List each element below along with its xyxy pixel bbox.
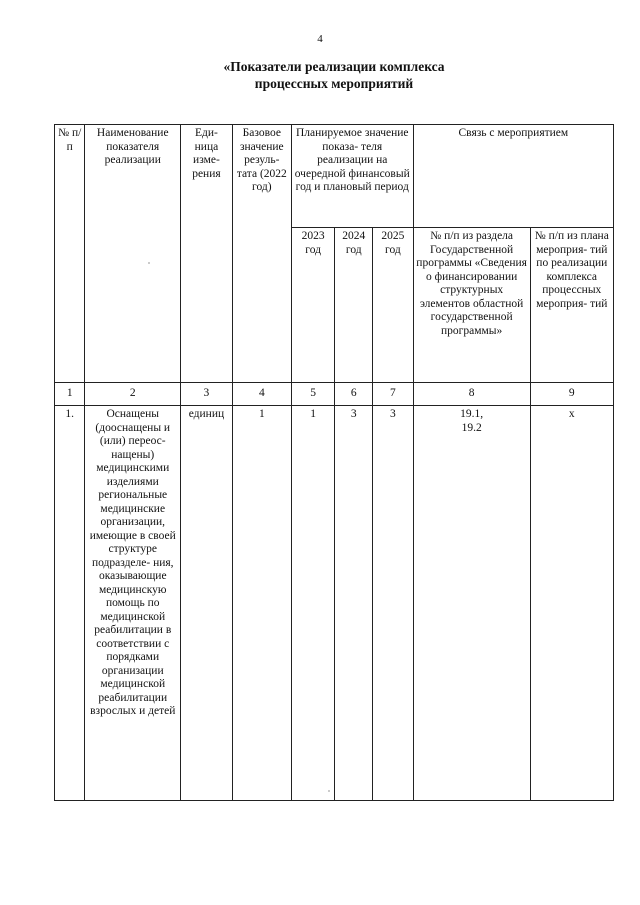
plan-ref: х	[530, 406, 613, 801]
row-number: 1.	[55, 406, 85, 801]
state-program-ref-line: 19.2	[461, 421, 482, 434]
title-line-1: «Показатели реализации комплекса	[223, 59, 445, 74]
header-year-2023: 2023 год	[291, 228, 335, 383]
value-2025: 3	[373, 406, 414, 801]
base-value: 1	[232, 406, 291, 801]
scan-speck	[148, 262, 150, 264]
unit-of-measure: единиц	[181, 406, 233, 801]
header-planned-value: Планируемое значение показа- теля реализации на очередной финансовый год и плановый период	[291, 125, 413, 228]
header-plan-ref: № п/п из плана мероприя- тий по реализации комплекса процессных мероприя- тий	[530, 228, 613, 383]
indicator-name: Оснащены (дооснащены и (или) переос- нащены) медицинскими изделиями региональные медицинские организации, имеющие в своей структуре подразделе- ния, оказывающие медицинскую помощь по медицинской реабилитации в соответствии с порядками организации медицинской реабилитации взрослых и детей	[85, 406, 181, 801]
column-number: 4	[232, 383, 291, 406]
value-2023: 1	[291, 406, 335, 801]
indicators-table	[54, 124, 614, 801]
title-line-2: процессных мероприятий	[254, 76, 414, 91]
column-number: 3	[181, 383, 233, 406]
column-number: 1	[55, 383, 85, 406]
column-number: 5	[291, 383, 335, 406]
page-number: 4	[317, 33, 323, 45]
scan-speck	[328, 790, 330, 792]
column-number: 6	[335, 383, 373, 406]
header-base-value: Базовое значение резуль- тата (2022 год)	[232, 125, 291, 383]
header-year-2025: 2025 год	[373, 228, 414, 383]
header-state-program-ref: № п/п из раздела Государственной программы «Сведения о финансировании структурных элементов областной государственной программы»	[413, 228, 530, 383]
state-program-ref-line: 19.1,	[460, 408, 484, 420]
column-number: 8	[413, 383, 530, 406]
header-link-to-activity: Связь с мероприятием	[413, 125, 613, 228]
header-number: № п/п	[55, 125, 85, 383]
header-indicator-name: Наименование показателя реализации	[85, 125, 181, 383]
state-program-ref	[413, 406, 530, 801]
column-number-row	[55, 383, 614, 406]
header-year-2024: 2024 год	[335, 228, 373, 383]
column-number: 9	[530, 383, 613, 406]
table-row	[55, 406, 614, 801]
header-unit: Еди- ница изме- рения	[181, 125, 233, 383]
value-2024: 3	[335, 406, 373, 801]
column-number: 2	[85, 383, 181, 406]
document-title	[0, 58, 640, 92]
column-number: 7	[373, 383, 414, 406]
